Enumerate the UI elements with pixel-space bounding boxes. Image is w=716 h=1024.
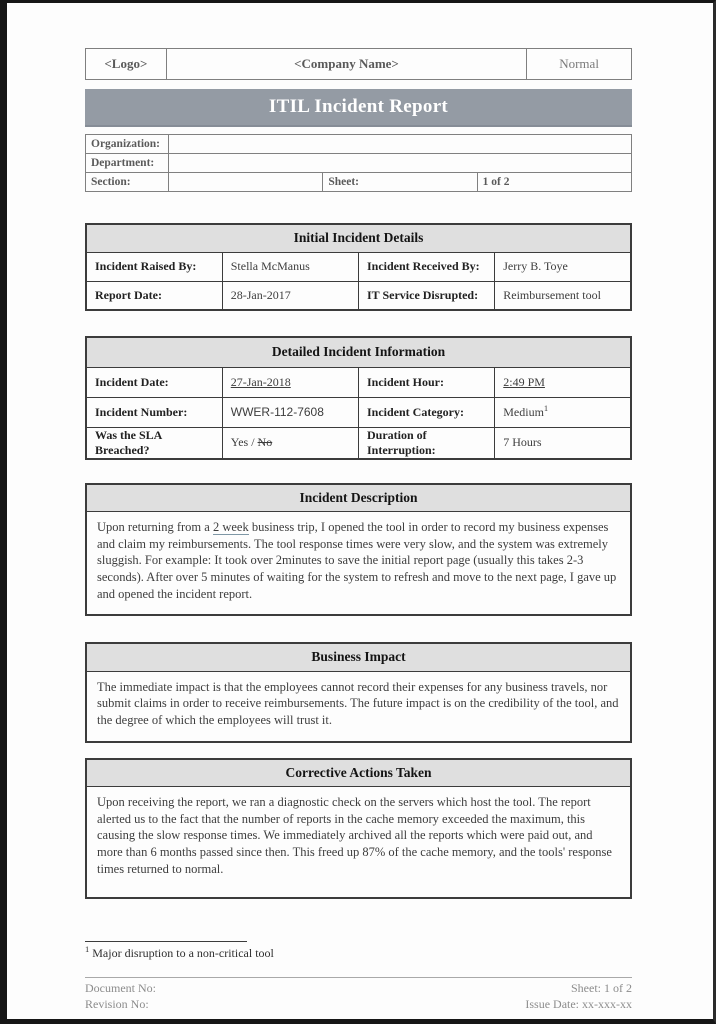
sla-breached-label: Was the SLA Breached? — [86, 427, 222, 459]
section-field[interactable] — [168, 173, 322, 192]
revision-no-label: Revision No: — [85, 996, 149, 1011]
organization-field[interactable] — [168, 135, 631, 154]
footnote — [85, 941, 632, 961]
corrective-actions-text[interactable]: Upon receiving the report, we ran a diagnostic check on the servers which host the tool. The report alerted us to the fact that the number of reports in the cache memory exceeded the maximum, this causing the slow response times. We immediately archived all the reports which were paid out, and more than 6 months passed since then. This freed up 87% of the cache memory, and the tools' response times returned to normal. — [86, 787, 631, 899]
incident-number-value[interactable]: WWER-112-7608 — [222, 397, 358, 427]
section-header-business-impact: Business Impact — [86, 643, 631, 671]
incident-date-label: Incident Date: — [86, 367, 222, 397]
sla-yes-text: Yes / — [230, 435, 258, 449]
footer-right — [525, 981, 632, 1012]
section-corrective-actions — [85, 758, 632, 900]
department-field[interactable] — [168, 154, 631, 173]
incident-date-value[interactable] — [222, 367, 358, 397]
incident-category-text: Medium — [503, 404, 544, 419]
sla-no-struck-text: No — [257, 435, 273, 449]
report-date-value[interactable]: 28-Jan-2017 — [222, 281, 358, 310]
sheet-value: 1 of 2 — [477, 173, 631, 192]
footnote-marker: 1 — [85, 944, 90, 955]
section-header-description: Incident Description — [86, 484, 631, 512]
company-name: <Company Name> — [166, 49, 526, 80]
incident-received-by-value[interactable]: Jerry B. Toye — [495, 252, 631, 281]
section-business-impact — [85, 642, 632, 742]
section-header-initial: Initial Incident Details — [86, 224, 631, 252]
incident-date-text: 27-Jan-2018 — [230, 374, 291, 389]
duration-of-interruption-value[interactable]: 7 Hours — [495, 427, 631, 459]
document-header-table — [85, 48, 632, 80]
incident-raised-by-label: Incident Raised By: — [86, 252, 222, 281]
it-service-disrupted-label: IT Service Disrupted: — [359, 281, 495, 310]
incident-hour-text: 2:49 PM — [503, 374, 545, 389]
report-date-label: Report Date: — [86, 281, 222, 310]
sla-breached-value[interactable] — [222, 427, 358, 459]
incident-raised-by-value[interactable]: Stella McManus — [222, 252, 358, 281]
incident-category-label: Incident Category: — [359, 397, 495, 427]
duration-of-interruption-label: Duration of Interruption: — [359, 427, 495, 459]
document-no-label: Document No: — [85, 981, 156, 996]
section-initial-incident-details — [85, 223, 632, 311]
incident-number-label: Incident Number: — [86, 397, 222, 427]
incident-description-text[interactable] — [86, 512, 631, 616]
description-text-after: business trip, I opened the tool in order to record my business expenses and claim my reimbursements. The tool response times were very slow, and the system was extremely sluggish. For example: It took over 2minutes to save the initial report page (usually this takes 2-3 seconds). After over 5 minutes of waiting for the system to refresh and move to the next page, I gave up and opened the incident report. — [97, 520, 617, 601]
incident-hour-value[interactable] — [495, 367, 631, 397]
section-header-corrective-actions: Corrective Actions Taken — [86, 759, 631, 787]
it-service-disrupted-value[interactable]: Reimbursement tool — [495, 281, 631, 310]
footer-issue-date: Issue Date: xx-xxx-xx — [525, 996, 632, 1011]
footnote-text — [85, 946, 632, 961]
logo-placeholder: <Logo> — [86, 49, 167, 80]
department-label: Department: — [86, 154, 169, 173]
footnote-reference: 1 — [543, 402, 549, 413]
footnote-body: Major disruption to a non-critical tool — [89, 946, 274, 961]
footer-left — [85, 981, 156, 1012]
description-text-before: Upon returning from a — [97, 520, 213, 534]
incident-hour-label: Incident Hour: — [359, 367, 495, 397]
footer-sheet: Sheet: 1 of 2 — [571, 981, 632, 996]
report-title: ITIL Incident Report — [268, 96, 449, 117]
footnote-separator — [85, 941, 247, 942]
classification-label: Normal — [527, 49, 632, 80]
section-header-detailed: Detailed Incident Information — [86, 337, 631, 367]
sheet-label: Sheet: — [323, 173, 477, 192]
section-detailed-incident-information — [85, 336, 632, 460]
organization-label: Organization: — [86, 135, 169, 154]
description-underlined-phrase: 2 week — [212, 520, 249, 534]
incident-category-value[interactable] — [495, 397, 631, 427]
incident-received-by-label: Incident Received By: — [359, 252, 495, 281]
report-title-banner — [85, 89, 632, 127]
document-meta-table — [85, 134, 632, 192]
document-content — [85, 48, 632, 1012]
business-impact-text[interactable]: The immediate impact is that the employees cannot record their expenses for any business travels, nor submit claims in order to receive reimbursements. The future impact is on the credibility of the tool, and the degree of which the employees will trust it. — [86, 671, 631, 741]
page-footer — [85, 977, 632, 1012]
section-incident-description — [85, 483, 632, 617]
section-label: Section: — [86, 173, 169, 192]
